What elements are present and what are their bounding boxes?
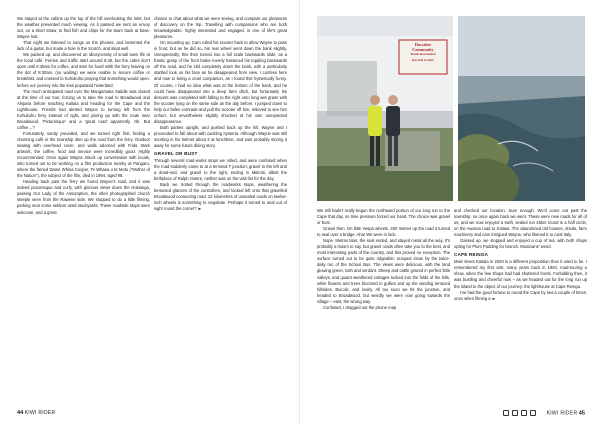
facebook-icon (503, 410, 509, 416)
photo-cape-coastline (458, 16, 585, 201)
page-number: 45 (578, 410, 585, 417)
section-heading: CAPE REINGA (454, 252, 489, 258)
sign-line: Community (412, 47, 434, 53)
paragraph: and checked our location. Sure enough. We'd come out past the township, so once again back we went. These were new roads for all of us, and we now enjoyed a swift, sealed run 45km round in a half circle, on the Awaroa road to Kaitaia. The abandoned old houses, sheds, farm machinery and cars intrigued Wayne, who likened it to rural Italy. (454, 208, 587, 238)
paragraph: Back we trotted through the roadworks stops, weathering the bemused glances of the controllers, and looked left onto that gravelled Broadwood connecting road. 22 kilometres of unsealed roads on twelve-inch wheels is something to negotiate. Perhaps it turned to seal out of sight round the corner? ► (154, 182, 287, 212)
paragraph: That night we listened to songs on the phones, and lamented the lack of a guitar, but made a hole in the Scotch, and slept well. (17, 40, 150, 52)
section-heading: GRAVEL OR BUST (154, 151, 198, 157)
paragraph: I've had the good fortune to round the Cape by sea a couple of times; once when filming a ► (454, 289, 587, 301)
youtube-icon (530, 410, 536, 416)
photo-riders-at-hall (317, 16, 453, 201)
paragraph: Gassed up, we stopped and enjoyed a cup of tea, with both chaps opting for Plum Pudding for brunch. Musicians' weird. (454, 238, 587, 250)
hall-sign (401, 42, 445, 63)
paragraph: Both parties upright, and pushed back up the hill, Wayne and I proceeded to fall about with cackling hysteria. Although Wayne was still snorting in his helmet about it at lunchtime, and was probably storing it away for some future dining story. (154, 124, 287, 148)
paragraph: Gravel then. On little Vespa wheels. 400 metres up the road it turned to seal over a bridge. Aha! We were in luck. (317, 226, 450, 238)
paragraph: chance to chat about what we were seeing, and compare our pleasures of discovery on the trip. Travelling with companions who are both knowledgeable, highly interested and engaged, is one of life's great pleasures. (154, 16, 287, 40)
paragraph: On mounting up, Cam rolled his scooter back to allow Wayne to pass in front, but as he did so, his rear wheel went down the bank slightly. Unexpectedly, this then turned into a full scale backwards slide, as a frantic grasp of the front brake merely hastened his toppling backwards off the road, and he slid completely down the bank, with a particularly startled look on his face as he disappeared from view. I confess here and now to being a cruel companion, as I found this hysterically funny. Of course, I had no idea what was at the bottom of the bank, and he could have disappeared into a deep farm ditch, but fortunately his descent was completed with falling to the right onto long wet grass with the scooter lying on the same side as the day before. I jumped down to help our fallen comrade and pull the scooter off him, relieved to see him unhurt, but nevertheless slightly shocked at his own unexpected disappearance. (154, 40, 287, 124)
paragraph: Nope. Metres later, the seal ended, and stayed metal all the way. It's probably a truism to say, but gravel roads often take you to the best, and most interesting parts of the country, and this proved no exception. The surface turned out to be quite ridgeable; scraped clean by the twice-daily run of the School Bus. The views were delicious, with the land glowing green, lush and verdant. Sheep and cattle grazed in perfect little valleys, and quaint weathered cottages tucked into the folds of the hills, while flowers and trees bloomed in gullies and up the winding terraced hillsides. Bucolic, and lovely. All too soon we hit the junction, and headed to Broadwood, but weirdly we were now going towards the village – east, the wrong way. (317, 238, 450, 304)
right-footer (503, 410, 585, 416)
sign-line: Hawahee (414, 42, 432, 47)
right-column-2 (454, 208, 587, 302)
paragraph: The much anticipated road over the Mangamuka Saddle was closed at the time of our tour, forcing us to take the road to Broadwood and Ahipara before reaching Kaitaia and heading for the Cape and the Lighthouse. Friends had alerted Wayne to turning left from the Kohukohu ferry instead of right, and joining up with the route near Broadwood. 'Picturesque' and a 'great road' apparently. Ok. But coffee…? (17, 88, 150, 130)
right-page (300, 0, 600, 424)
paragraph: We stayed at the cabins up the top of the hill overlooking the inlet, but the weather prevented much viewing. As it passed we sent an envoy out, on a short straw, to find fish and chips for the team back at base. Wayne lost. (17, 16, 150, 40)
magazine-name: KIWI RIDER (24, 410, 56, 416)
left-column-1 (17, 16, 150, 216)
paragraph: Through several road-works stops we rolled, and were confused when the road suddenly came to at a terminal T junction; gravel to the left and a dead-end, and gravel to the right, ending in Mitimiti, albeit the birthplace of Ralph Hotere, neither was on the visit-list for the day. (154, 158, 287, 182)
page-number: 44 (17, 410, 24, 416)
sign-line: Revival Centre (412, 57, 434, 62)
twitter-icon (521, 410, 527, 416)
right-column-1 (317, 208, 450, 311)
paragraph: Heading back past the ferry we found Wayne's road, and it was indeed picturesque and curly, with glorious views down the Hokianga, passing Our Lady of the Assumption, the often photographed church steeple seen from the Rawene side. We stopped to do a little filming, parking near some seldom used stockyards. These roadside stops were welcome, and a great (17, 179, 150, 215)
instagram-icon (512, 410, 518, 416)
paragraph: Fortunately, sanity prevailed, and we turned right first, finding a charming café in the township 4km up the road from the ferry. Outdoor seating with overhead cover, and walls adorned with Frida Stark artwork, the coffee, food and service were incredibly good. Highly recommended. Once again Wayne struck up conversation with locals, who turned out to be working on a film production nearby at Pangaru, where the famed Dame Whina Cooper, Te Whaea o te Motu ("Mother of the Nation"), the subject of the film, died in 1994, aged 98. (17, 130, 150, 179)
left-footer (17, 410, 55, 416)
left-column-2 (154, 16, 287, 212)
paragraph: We still hadn't really begun the northward portion of our long run to the Cape that day, so time pressure forced our hand. The choice was gravel or bust. (317, 208, 450, 226)
sign-line: Youth Recreation (410, 52, 436, 57)
social-icons (503, 410, 539, 416)
paragraph: Main street Kaitaia in 2020 is a different proposition than it used to be. I remembered my first visit, many years back in 1983, road-touring a show, when the few shops had had shuttered fronts. Forbidding then, it was bustling and cheerful now – as we headed out for the long run up the island to the object of our journey: the lighthouse at Cape Reinga. (454, 259, 587, 289)
paragraph: Confused, I dragged out the phone map (323, 304, 397, 310)
magazine-name: KIWI RIDER (546, 410, 578, 417)
paragraph: We packed up, and discovered an idiosyncrasy of small town life at the local café. Ferries and traffic start around 6:30, but the cafes don't open until 8:30am for coffee, and 9am for food! With the ferry leaving on the dot of 8:30am, (no waiting) we were unable to secure coffee or breakfast, and crossed to Kohukohu praying that something would open, before our journey into the less populated hinterland. (17, 52, 150, 88)
coastline-photo-illustration (458, 16, 585, 201)
